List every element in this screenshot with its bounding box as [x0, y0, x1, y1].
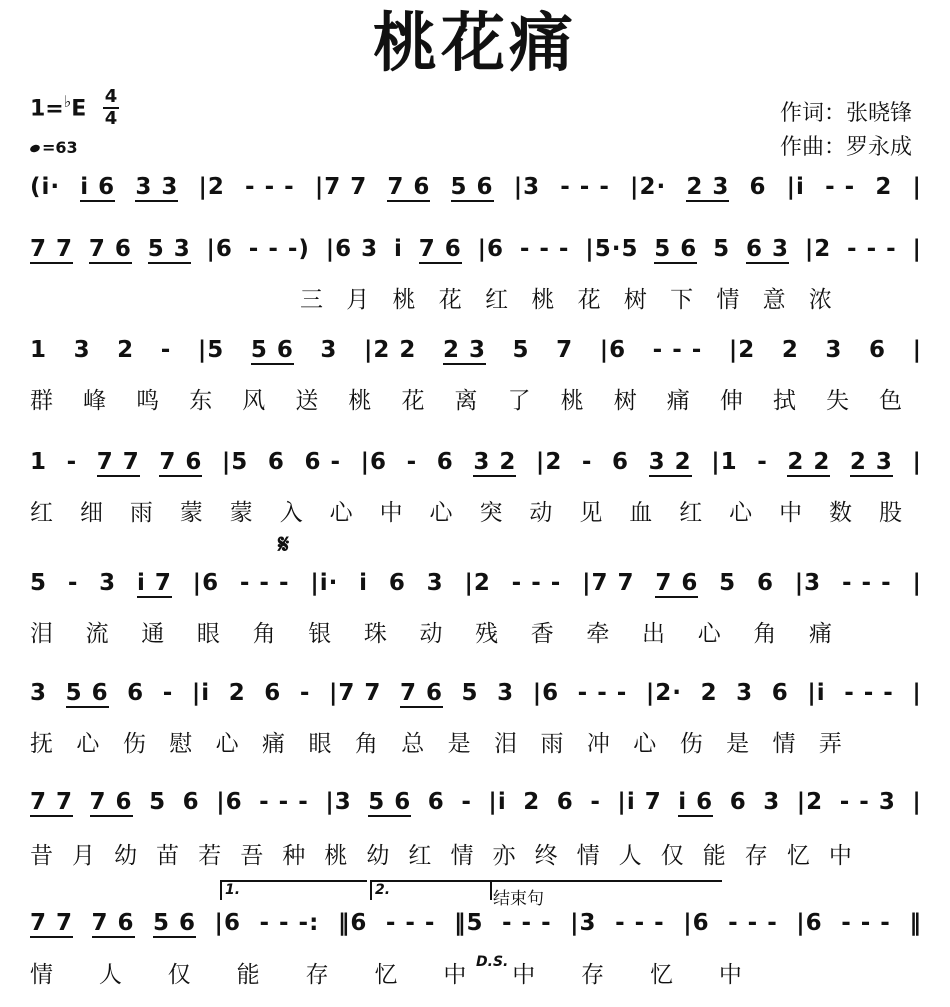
note-group: |2·: [645, 680, 683, 706]
note-group: - - -: [728, 910, 778, 936]
coda-tick: [490, 880, 492, 900]
lyric-char: 出: [642, 620, 666, 647]
note-group: 7 6: [399, 680, 443, 706]
dal-segno-mark: D.S.: [476, 954, 509, 970]
note-group: |6: [477, 236, 504, 262]
lyric-char: 眼: [196, 620, 220, 647]
lyric-char: 红: [408, 842, 432, 869]
note-group: |6 3: [325, 236, 379, 262]
lyric-char: 角: [753, 620, 777, 647]
segno-icon: 𝄋: [278, 530, 290, 560]
notation-row: [30, 785, 922, 821]
lyric-char: 送: [295, 387, 319, 414]
lyric-char: 流: [85, 620, 109, 647]
note-group: |3: [794, 570, 822, 596]
note-group: 3: [736, 680, 754, 706]
lyric-char: 动: [529, 499, 553, 526]
lyricist-credit: 作词：张晓锋: [779, 101, 912, 126]
lyric-char: 中: [443, 961, 467, 988]
lyric-char: 心: [429, 499, 453, 526]
note-group: -: [162, 680, 174, 706]
lyric-char: 种: [282, 842, 306, 869]
lyric-char: 泪: [494, 730, 518, 757]
ending-phrase-label: 结束句: [493, 889, 544, 909]
lyric-char: 存: [581, 961, 605, 988]
note-group: |: [912, 680, 922, 706]
note-group: 3 3: [135, 174, 179, 200]
note-group: 7 6: [91, 910, 135, 936]
lyric-char: 拭: [772, 387, 796, 414]
note-group: 7 7: [30, 789, 74, 815]
note-group: i 6: [80, 174, 116, 200]
lyric-char: 意: [762, 286, 786, 313]
note-group: |5: [197, 337, 225, 363]
note-group: - - -: [841, 910, 891, 936]
note-group: -: [406, 449, 418, 475]
note-group: - - -): [248, 236, 310, 262]
notation-row: [30, 676, 922, 712]
note-group: 7 6: [159, 449, 203, 475]
lyric-row: [30, 493, 902, 527]
note-group: |6: [599, 337, 627, 363]
note-group: 5: [149, 789, 167, 815]
lyric-char: 浓: [808, 286, 832, 313]
notation-row: [30, 566, 922, 602]
note-group: -: [66, 449, 78, 475]
note-group: |5·5: [585, 236, 639, 262]
note-group: 7 7: [30, 910, 74, 936]
note-group: 5 6: [65, 680, 109, 706]
note-group: 7 6: [418, 236, 462, 262]
note-group: 3: [497, 680, 515, 706]
lyric-char: 是: [726, 730, 750, 757]
lyric-char: 月: [346, 286, 370, 313]
note-group: -: [160, 337, 172, 363]
note-group: - - -: [245, 174, 295, 200]
note-group: i: [394, 236, 403, 262]
lyric-char: 伤: [679, 730, 703, 757]
lyric-char: 月: [72, 842, 96, 869]
note-group: 6: [182, 789, 200, 815]
lyric-char: 动: [419, 620, 443, 647]
note-group: |6: [214, 910, 241, 936]
note-group: |i: [786, 174, 805, 200]
note-group: - - -: [511, 570, 562, 596]
lyric-char: 伸: [719, 387, 743, 414]
note-group: ‖: [909, 910, 922, 936]
second-ending-bracket: 2.: [370, 880, 495, 900]
note-group: 6: [427, 789, 445, 815]
lyric-char: 珠: [363, 620, 387, 647]
note-group: |6: [206, 236, 233, 262]
lyric-char: 中: [379, 499, 403, 526]
composer-credit: 作曲：罗永成: [779, 135, 912, 160]
note-group: |: [912, 789, 922, 815]
lyric-char: 人: [618, 842, 642, 869]
lyric-char: 离: [454, 387, 478, 414]
lyric-char: 银: [308, 620, 332, 647]
note-group: 2 2: [787, 449, 831, 475]
lyric-char: 三: [300, 286, 323, 313]
note-group: |2: [464, 570, 491, 596]
lyric-char: 花: [577, 286, 601, 313]
note-group: 2 3: [686, 174, 730, 200]
lyric-char: 情: [30, 961, 53, 988]
meter-top: 4: [104, 86, 118, 107]
lyric-char: 桃: [392, 286, 416, 313]
lyric-char: 花: [438, 286, 462, 313]
note-group: 3 2: [648, 449, 692, 475]
note-group: 3: [99, 570, 117, 596]
lyric-char: 情: [450, 842, 474, 869]
note-group: 5 6: [654, 236, 698, 262]
note-group: - - -: [502, 910, 552, 936]
lyric-row: [30, 955, 742, 989]
lyric-char: 冲: [586, 730, 610, 757]
lyric-char: 心: [329, 499, 353, 526]
note-group: 2 3: [442, 337, 486, 363]
lyric-char: 心: [729, 499, 753, 526]
lyric-char: 泪: [30, 620, 53, 647]
tempo-marking: [30, 138, 78, 157]
lyric-char: 细: [79, 499, 103, 526]
lyric-char: 昔: [30, 842, 53, 869]
lyric-char: 中: [779, 499, 803, 526]
note-group: 1: [30, 449, 48, 475]
note-group: 2: [523, 789, 541, 815]
lyric-char: 树: [613, 387, 637, 414]
note-group: |i·: [310, 570, 339, 596]
note-group: 2: [228, 680, 246, 706]
lyric-char: 总: [401, 730, 425, 757]
lyric-char: 香: [530, 620, 554, 647]
lyric-char: 弄: [818, 730, 842, 757]
note-group: |6: [192, 570, 220, 596]
lyric-char: 抚: [30, 730, 53, 757]
lyric-char: 雨: [540, 730, 564, 757]
flat-icon: ♭: [63, 92, 72, 111]
note-group: 7: [556, 337, 574, 363]
note-group: 2 3: [849, 449, 893, 475]
note-group: - - -: [615, 910, 665, 936]
lyric-char: 了: [507, 387, 531, 414]
lyric-char: 眼: [308, 730, 332, 757]
notation-row: [30, 445, 922, 481]
note-group: 5 6: [368, 789, 412, 815]
note-group: |2·: [630, 174, 667, 200]
note-group: 7 7: [30, 236, 74, 262]
note-group: |7 7: [328, 680, 382, 706]
note-group: 3: [825, 337, 843, 363]
first-ending-bracket: 1.: [220, 880, 367, 900]
note-group: 3: [426, 570, 444, 596]
time-signature: [103, 88, 119, 128]
lyric-char: 忆: [650, 961, 674, 988]
note-group: 3: [73, 337, 91, 363]
note-group: -: [757, 449, 768, 475]
note-group: 5: [713, 236, 731, 262]
lyric-char: 雨: [129, 499, 153, 526]
note-group: |2: [728, 337, 756, 363]
lyric-char: 蒙: [229, 499, 253, 526]
note-group: 6: [612, 449, 630, 475]
key-prefix: 1=: [30, 96, 64, 122]
lyric-char: 存: [305, 961, 329, 988]
notation-row: [30, 232, 922, 268]
notation-row: [30, 170, 922, 206]
note-group: 7 6: [655, 570, 699, 596]
note-group: - - -: [577, 680, 628, 706]
key-signature: [30, 92, 86, 121]
song-title: 桃花痛: [373, 7, 577, 81]
lyric-char: 终: [534, 842, 558, 869]
note-group: |: [912, 174, 922, 200]
lyric-char: 树: [623, 286, 647, 313]
lyric-char: 红: [679, 499, 703, 526]
note-group: -: [299, 680, 311, 706]
note-group: - - -: [560, 174, 610, 200]
note-group: 6: [749, 174, 767, 200]
lyric-char: 东: [189, 387, 213, 414]
note-group: 6: [869, 337, 887, 363]
lyric-char: 心: [76, 730, 100, 757]
note-group: 6 -: [304, 449, 342, 475]
lyric-char: 忆: [786, 842, 810, 869]
note-group: |2: [198, 174, 225, 200]
lyric-char: 存: [744, 842, 768, 869]
lyric-char: 苗: [156, 842, 180, 869]
note-group: |1: [711, 449, 738, 475]
lyric-char: 能: [702, 842, 726, 869]
note-group: i 7: [136, 570, 172, 596]
note-group: 7 6: [387, 174, 431, 200]
note-group: - - -: [239, 570, 290, 596]
lyric-char: 情: [772, 730, 796, 757]
note-group: 6: [264, 680, 282, 706]
note-group: 6: [556, 789, 574, 815]
note-group: 2: [781, 337, 799, 363]
lyric-char: 慰: [169, 730, 193, 757]
note-group: 6: [771, 680, 789, 706]
notation-row: [30, 906, 922, 942]
lyric-char: 数: [829, 499, 852, 526]
note-group: - - -: [385, 910, 436, 936]
lyric-char: 鸣: [136, 387, 160, 414]
note-group: |2 2: [363, 337, 417, 363]
note-group: 3: [320, 337, 338, 363]
lyric-char: 血: [629, 499, 653, 526]
note-group: 3: [30, 680, 48, 706]
coda-line: [490, 880, 722, 882]
note-group: -: [67, 570, 79, 596]
note-group: 5 6: [153, 910, 197, 936]
key-note: E: [71, 96, 87, 122]
note-group: 3 2: [473, 449, 517, 475]
note-group: i 6: [678, 789, 714, 815]
lyric-char: 伤: [122, 730, 146, 757]
lyric-char: 入: [279, 499, 303, 526]
lyric-row: [30, 836, 852, 870]
lyric-char: 仅: [167, 961, 191, 988]
lyric-char: 仅: [660, 842, 684, 869]
lyric-char: 若: [198, 842, 222, 869]
note-group: 2: [700, 680, 718, 706]
lyric-char: 桃: [348, 387, 372, 414]
lyric-char: 亦: [492, 842, 516, 869]
lyric-char: 痛: [262, 730, 286, 757]
quarter-note-icon: [29, 144, 41, 154]
note-group: 3: [763, 789, 781, 815]
lyric-char: 幼: [114, 842, 138, 869]
note-group: 7 6: [88, 236, 132, 262]
note-group: 2: [117, 337, 135, 363]
lyric-row: [30, 381, 902, 415]
lyric-char: 突: [479, 499, 503, 526]
lyric-char: 是: [447, 730, 471, 757]
note-group: |: [912, 449, 922, 475]
note-group: |7 7: [314, 174, 368, 200]
lyric-char: 牵: [586, 620, 610, 647]
lyric-char: 失: [825, 387, 849, 414]
lyric-char: 痛: [808, 620, 832, 647]
note-group: -: [581, 449, 593, 475]
lyric-char: 峰: [83, 387, 107, 414]
lyric-char: 股: [878, 499, 902, 526]
lyric-char: 中: [828, 842, 852, 869]
lyric-char: 人: [98, 961, 122, 988]
note-group: |: [912, 570, 922, 596]
note-group: |i: [807, 680, 826, 706]
note-group: |5: [221, 449, 249, 475]
note-group: - - -: [519, 236, 570, 262]
lyric-char: 见: [579, 499, 603, 526]
lyric-char: 心: [215, 730, 239, 757]
note-group: |7 7: [582, 570, 635, 596]
lyric-char: 桃: [560, 387, 584, 414]
note-group: 6: [267, 449, 285, 475]
note-group: |3: [513, 174, 541, 200]
lyric-char: 群: [30, 387, 53, 414]
note-group: ‖5: [453, 910, 484, 936]
note-group: 5 6: [250, 337, 294, 363]
meter-bottom: 4: [104, 108, 118, 129]
note-group: 2: [875, 174, 893, 200]
note-group: 1: [30, 337, 48, 363]
lyric-char: 吾: [240, 842, 264, 869]
lyric-char: 桃: [531, 286, 555, 313]
note-group: |3: [570, 910, 597, 936]
notation-row: [30, 333, 922, 369]
lyric-char: 心: [633, 730, 657, 757]
lyric-char: 红: [485, 286, 509, 313]
note-group: 6: [436, 449, 454, 475]
note-group: 5: [461, 680, 479, 706]
note-group: 6: [127, 680, 145, 706]
lyric-char: 心: [697, 620, 721, 647]
note-group: |2: [804, 236, 832, 262]
tempo-value: =63: [42, 138, 78, 157]
lyric-char: 残: [475, 620, 499, 647]
note-group: 7 6: [89, 789, 133, 815]
note-group: - -: [825, 174, 856, 200]
note-group: - - -: [844, 680, 894, 706]
note-group: 5 3: [147, 236, 191, 262]
note-group: 5: [719, 570, 737, 596]
lyric-char: 花: [401, 387, 425, 414]
lyric-row: [30, 724, 842, 758]
lyric-char: 红: [30, 499, 53, 526]
lyric-char: 角: [252, 620, 276, 647]
note-group: |i: [488, 789, 507, 815]
note-group: |: [912, 236, 922, 262]
note-group: 5: [512, 337, 530, 363]
note-group: - - -: [259, 789, 309, 815]
note-group: |2: [796, 789, 824, 815]
note-group: 7 7: [96, 449, 140, 475]
note-group: |6: [216, 789, 243, 815]
lyric-row: [300, 280, 832, 314]
lyric-char: 情: [716, 286, 740, 313]
note-group: ‖6: [337, 910, 368, 936]
lyric-char: 通: [141, 620, 165, 647]
note-group: 6: [729, 789, 747, 815]
lyric-char: 幼: [366, 842, 390, 869]
note-group: 6: [388, 570, 406, 596]
note-group: |6: [683, 910, 710, 936]
note-group: |2: [535, 449, 563, 475]
note-group: (i·: [30, 174, 61, 200]
note-group: |i: [191, 680, 211, 706]
note-group: -: [590, 789, 601, 815]
lyric-char: 色: [879, 387, 902, 414]
lyric-char: 情: [576, 842, 600, 869]
lyric-char: 下: [670, 286, 694, 313]
note-group: |6: [532, 680, 560, 706]
lyric-char: 桃: [324, 842, 348, 869]
lyric-row: [30, 614, 832, 648]
note-group: 5: [30, 570, 48, 596]
note-group: - - -: [847, 236, 897, 262]
note-group: |6: [360, 449, 388, 475]
note-group: 5 6: [450, 174, 494, 200]
lyric-char: 中: [512, 961, 536, 988]
note-group: 6 3: [745, 236, 789, 262]
note-group: |i 7: [617, 789, 662, 815]
lyric-char: 角: [354, 730, 378, 757]
note-group: -: [461, 789, 472, 815]
lyric-char: 风: [242, 387, 266, 414]
note-group: |6: [796, 910, 823, 936]
lyric-char: 中: [718, 961, 742, 988]
lyric-char: 痛: [666, 387, 690, 414]
note-group: - - -:: [259, 910, 320, 936]
note-group: 6: [756, 570, 774, 596]
lyric-char: 蒙: [179, 499, 203, 526]
lyric-char: 能: [236, 961, 260, 988]
note-group: |: [912, 337, 922, 363]
note-group: - - -: [652, 337, 703, 363]
note-group: - - -: [841, 570, 892, 596]
lyric-char: 忆: [374, 961, 398, 988]
note-group: - - 3: [839, 789, 896, 815]
note-group: i: [359, 570, 369, 596]
note-group: |3: [325, 789, 352, 815]
